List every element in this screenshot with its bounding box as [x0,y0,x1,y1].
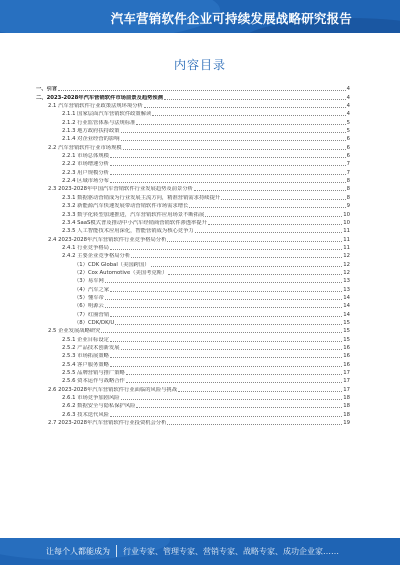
toc-entry-label: 2.6.1 市场竞争加剧风险 [62,395,120,402]
toc-entry-page: 15 [343,328,350,335]
toc-entry-label: 2.5.3 市场拓展策略 [62,353,109,360]
toc-entry-label: 2.3.5 人工智能技术应用深化，智能营销成为核心竞争力 [62,228,194,235]
toc-entry-label: 2.5.1 企业目标设定 [62,336,109,343]
toc-entry-page: 6 [346,136,350,143]
toc-entry-page: 8 [346,178,350,185]
toc-leader-dots [178,391,342,392]
toc-entry-label: 2.1 汽车营销软件行业政策法规环境分析 [48,103,143,110]
toc-leader-dots [144,107,346,108]
toc-entry-label: 2.3.1 数据驱动营销成为行业发展主流方向，精准营销需求持续提升 [62,194,221,201]
toc-entry-label: 2.5.6 资本运作与战略合作 [62,378,125,385]
toc-entry-label: 2.4 2023-2028年汽车营销软件行业竞争格局分析 [48,236,167,243]
toc-entry-page: 13 [343,286,350,293]
toc-entry[interactable] [36,168,350,176]
toc-entry-label: 2.6 2023-2028年汽车营销软件行业面临的风险与挑战 [48,386,178,393]
toc-entry-label: 2.6.2 数据安全与隐私保护风险 [62,403,136,410]
toc-entry-page: 4 [346,111,350,118]
toc-leader-dots [152,115,345,116]
toc-entry-label: （4）汽车之家 [74,286,110,293]
toc-leader-dots [110,249,342,250]
toc-entry[interactable] [36,360,350,368]
toc-leader-dots [168,274,342,275]
report-title: 汽车营销软件企业可持续发展战略研究报告 [110,11,352,26]
toc-entry[interactable] [36,219,350,227]
toc-entry[interactable] [36,335,350,343]
toc-entry-page: 14 [343,303,350,310]
toc-leader-dots [121,349,343,350]
toc-entry-page: 18 [343,411,350,418]
table-of-contents [36,85,350,427]
toc-leader-dots [121,399,343,400]
toc-entry[interactable] [36,394,350,402]
toc-leader-dots [194,190,346,191]
toc-entry[interactable] [36,410,350,418]
toc-entry-label: 2.2.3 用户规模分析 [62,169,109,176]
toc-entry[interactable] [36,402,350,410]
toc-leader-dots [167,424,342,425]
toc-entry-label: （6）明源云 [74,303,104,310]
toc-leader-dots [151,266,343,267]
toc-entry-label: 二、2023-2028年汽车营销软件市场前景及趋势预测 [36,94,164,101]
toc-entry-page: 15 [343,336,350,343]
toc-entry[interactable] [36,93,350,101]
toc-entry-page: 12 [343,261,350,268]
toc-entry-page: 6 [346,144,350,151]
report-header [0,0,400,33]
toc-entry[interactable] [36,160,350,168]
toc-entry-label: 2.4.1 行业竞争格局 [62,244,109,251]
toc-entry-page: 5 [346,128,350,135]
toc-entry[interactable] [36,385,350,393]
toc-entry-label: （7）红圈营销 [74,311,110,318]
toc-leader-dots [110,157,346,158]
toc-entry[interactable] [36,269,350,277]
toc-leader-dots [105,307,342,308]
toc-entry-page: 13 [343,278,350,285]
toc-entry-page: 11 [343,228,350,235]
toc-leader-dots [121,140,346,141]
footer-divider [116,545,117,557]
toc-entry-label: （5）懂车帝 [74,294,104,301]
toc-leader-dots [126,382,342,383]
toc-leader-dots [205,216,342,217]
footer-slogan: 让每个人都能成为 [46,547,110,556]
toc-entry-label: （2）Cox Automotive（美国考克斯） [74,269,168,276]
toc-entry-label: 2.2.1 市场总体规模 [62,153,109,160]
toc-entry-page: 7 [346,169,350,176]
toc-entry-page: 12 [343,253,350,260]
toc-leader-dots [110,416,342,417]
toc-leader-dots [136,407,342,408]
toc-entry-page: 15 [343,319,350,326]
toc-entry-page: 10 [343,219,350,226]
toc-entry-label: 2.3.3 数字化转型加速推进，汽车营销软件应用场景不断拓展 [62,211,205,218]
toc-leader-dots [110,316,342,317]
toc-entry-label: 2.6.3 技术迭代风险 [62,411,109,418]
toc-leader-dots [221,199,345,200]
toc-entry[interactable] [36,252,350,260]
toc-entry-page: 5 [346,119,350,126]
toc-entry-page: 7 [346,161,350,168]
toc-entry[interactable] [36,227,350,235]
toc-leader-dots [110,341,342,342]
toc-entry-label: 2.1.1 国家层面汽车营销软件政策解读 [62,111,152,118]
toc-entry[interactable] [36,260,350,268]
toc-entry-page: 18 [343,395,350,402]
toc-leader-dots [110,182,346,183]
toc-entry[interactable] [36,202,350,210]
toc-entry-page: 12 [343,269,350,276]
toc-entry[interactable] [36,419,350,427]
toc-entry-label: （8）CDK/DK/U [74,319,115,326]
footer-tagline: 行业专家、管理专家、营销专家、战略专家、成功企业家…… [123,547,339,556]
toc-leader-dots [110,174,346,175]
toc-entry-label: 2.2 汽车营销软件行业市场规模 [48,144,122,151]
toc-entry-page: 17 [343,378,350,385]
toc-entry[interactable] [36,177,350,185]
toc-entry-page: 16 [343,353,350,360]
toc-entry-page: 8 [346,186,350,193]
toc-entry[interactable] [36,344,350,352]
toc-entry[interactable] [36,193,350,201]
toc-leader-dots [110,291,342,292]
toc-entry[interactable] [36,377,350,385]
toc-entry[interactable] [36,235,350,243]
toc-entry[interactable] [36,327,350,335]
footer-banner [0,538,400,565]
toc-leader-dots [131,257,342,258]
toc-leader-dots [115,324,342,325]
toc-entry-label: 2.7 2023-2028年汽车营销软件行业投资机会分析 [48,420,167,427]
toc-entry-page: 16 [343,361,350,368]
toc-leader-dots [105,282,342,283]
toc-leader-dots [101,332,342,333]
toc-entry[interactable] [36,143,350,151]
toc-entry[interactable] [36,285,350,293]
toc-entry-label: 2.5.2 产品技术创新发展 [62,345,120,351]
toc-entry[interactable] [36,185,350,193]
toc-entry[interactable] [36,277,350,285]
toc-leader-dots [123,149,346,150]
toc-leader-dots [189,207,345,208]
toc-entry[interactable] [36,352,350,360]
toc-entry[interactable] [36,310,350,318]
toc-entry-label: 2.5 企业发展战略研究 [48,328,101,335]
toc-entry-label: 2.5.4 客户服务策略 [62,361,109,368]
toc-entry-page: 4 [346,103,350,110]
toc-entry-label: 2.1.3 地方政府扶持政策 [62,128,120,135]
toc-entry[interactable] [36,302,350,310]
toc-leader-dots [126,374,342,375]
toc-entry[interactable] [36,210,350,218]
toc-entry-page: 4 [346,94,350,101]
toc-entry-page: 17 [343,386,350,393]
toc-entry-label: 2.1.2 行业监管体系与法规标准 [62,119,136,126]
toc-leader-dots [164,99,346,100]
toc-entry-page: 4 [346,86,350,93]
toc-leader-dots [110,357,342,358]
toc-entry-label: 2.5.5 品牌营销与推广策略 [62,370,125,377]
toc-entry[interactable] [36,127,350,135]
toc-entry[interactable] [36,244,350,252]
toc-leader-dots [208,224,342,225]
toc-entry-label: 2.4.2 主要企业竞争格局分析 [62,253,131,260]
toc-entry-page: 16 [343,345,350,351]
toc-entry-label: 2.3 2023-2028年中国汽车营销软件行业发展趋势及前景分析 [48,186,193,193]
toc-leader-dots [195,232,343,233]
toc-leader-dots [167,241,342,242]
toc-entry-page: 19 [343,420,350,427]
toc-entry-page: 8 [346,194,350,201]
toc-leader-dots [121,132,346,133]
toc-entry-page: 6 [346,153,350,160]
toc-entry-label: 2.3.2 新能源汽车快速发展带动营销软件市场需求增长 [62,203,189,210]
toc-entry-label: 一、引言 [36,86,58,93]
toc-entry-page: 14 [343,311,350,318]
toc-entry-page: 9 [346,203,350,210]
toc-entry-page: 17 [343,370,350,377]
toc-entry[interactable] [36,110,350,118]
toc-entry-label: 2.1.4 对企业经营的影响 [62,136,120,143]
toc-entry[interactable] [36,85,350,93]
toc-entry[interactable] [36,369,350,377]
toc-entry-page: 18 [343,403,350,410]
toc-entry[interactable] [36,102,350,110]
toc-leader-dots [58,90,345,91]
toc-entry-label: 2.2.2 市场增速分析 [62,161,109,168]
toc-leader-dots [110,165,346,166]
toc-entry[interactable] [36,152,350,160]
toc-entry-label: 2.2.4 区域市场分布 [62,178,109,185]
toc-entry[interactable] [36,319,350,327]
toc-entry-page: 11 [343,244,350,251]
toc-entry[interactable] [36,118,350,126]
toc-entry-page: 10 [343,211,350,218]
toc-leader-dots [136,124,345,125]
toc-entry[interactable] [36,294,350,302]
toc-entry[interactable] [36,135,350,143]
toc-entry-page: 11 [343,236,350,243]
toc-leader-dots [110,366,342,367]
toc-entry-label: （3）易车网 [74,278,104,285]
toc-entry-label: 2.3.4 SaaS模式普及推动中小汽车经销商营销软件渗透率提升 [62,219,207,226]
toc-title: 内容目录 [173,58,226,72]
toc-entry-label: （1）CDK Global（美国跨国） [74,261,150,268]
toc-leader-dots [105,299,342,300]
toc-entry-page: 14 [343,294,350,301]
